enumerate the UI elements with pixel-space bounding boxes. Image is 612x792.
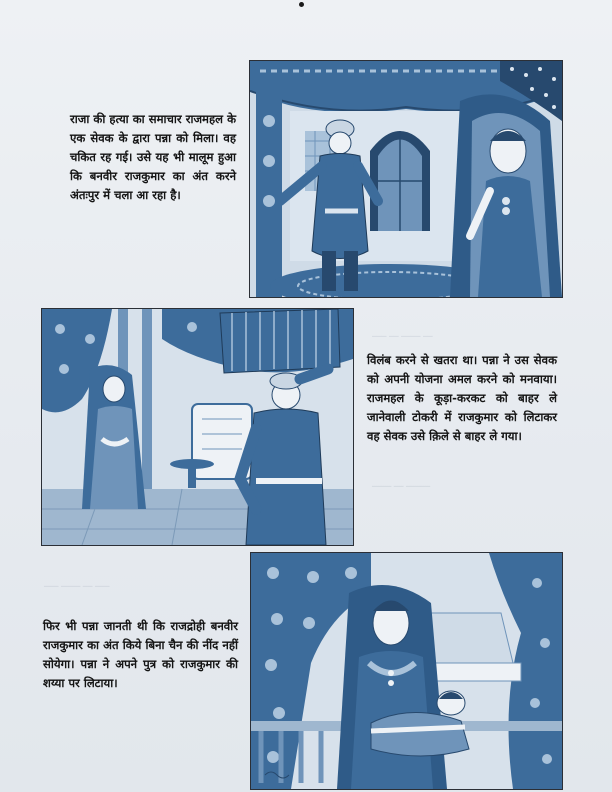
panna-child-illustration xyxy=(251,553,562,789)
servant-basket-illustration xyxy=(42,309,353,545)
illustration-panel-servant-with-basket xyxy=(41,308,354,546)
illustration-panel-panna-with-child xyxy=(250,552,563,790)
show-through-decoration: ─── ──── ── ─── xyxy=(44,582,110,591)
servant-reporting-illustration xyxy=(250,61,562,297)
show-through-decoration: ─── ── ──── ── xyxy=(372,332,433,341)
page-mark xyxy=(299,2,304,7)
story-caption-3: फिर भी पन्ना जानती थी कि राजद्रोही बनवीर राजकुमार का अंत किये बिना चैन की नींद नहीं सोयेगा। पन्ना ने अपने पुत्र को राजकुमार की शय्या पर लिटाया। xyxy=(43,619,238,690)
story-caption-1: राजा की हत्या का समाचार राजमहल के एक सेवक के द्वारा पन्ना को मिला। वह चकित रह गई। उसे यह भी मालूम हुआ कि बनवीर राजकुमार का अंत करने अंतःपुर में चला आ रहा है। xyxy=(70,112,236,202)
illustration-panel-servant-reporting xyxy=(249,60,563,298)
show-through-decoration: ──── ── ───── xyxy=(372,482,431,491)
story-caption-2: विलंब करने से खतरा था। पन्ना ने उस सेवक को अपनी योजना अमल करने को मनवाया। राजमहल के कूड़ा-करकट को बाहर ले जानेवाली टोकरी में राजकुमार को लिटाकर वह सेवक उसे क़िले से बाहर ले गया। xyxy=(367,353,557,443)
